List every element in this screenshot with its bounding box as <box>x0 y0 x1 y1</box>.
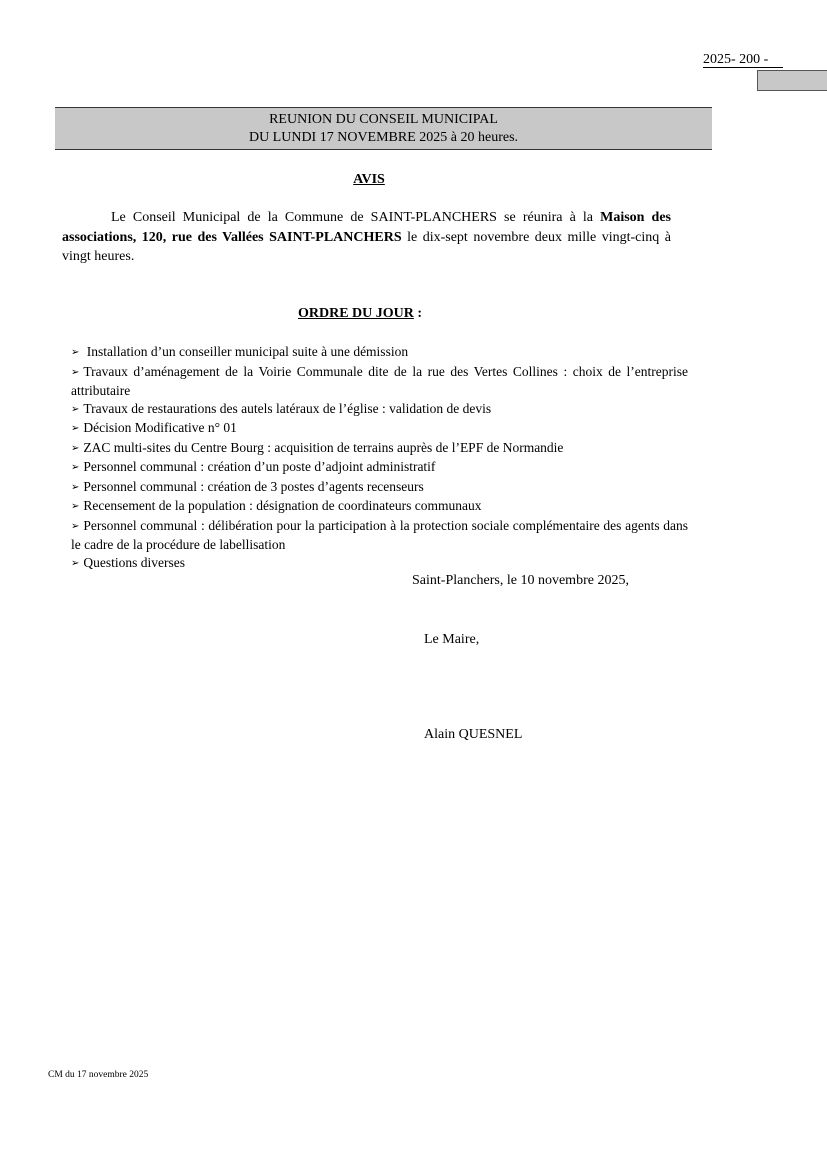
meeting-header-line1: REUNION DU CONSEIL MUNICIPAL <box>269 112 498 127</box>
arrow-bullet-icon: ➢ <box>71 366 80 378</box>
intro-paragraph <box>62 208 671 267</box>
arrow-bullet-icon: ➢ <box>71 462 80 473</box>
ordre-du-jour-colon: : <box>413 306 423 321</box>
agenda-list <box>71 343 688 573</box>
agenda-item-text: Travaux de restaurations des autels latéraux de l’église : validation de devis <box>83 400 492 416</box>
footer-note: CM du 17 novembre 2025 <box>48 1070 149 1080</box>
intro-text-part2: le dix-sept novembre deux mille vingt-cinq à vingt heures. <box>62 229 671 264</box>
agenda-item-text: ZAC multi-sites du Centre Bourg : acquisition de terrains auprès de l’EPF de Normandie <box>83 439 564 455</box>
ordre-du-jour-label: ORDRE DU JOUR <box>298 306 414 321</box>
meeting-header <box>55 107 712 150</box>
agenda-item-text: Personnel communal : création d’un poste d’adjoint administratif <box>83 459 436 474</box>
agenda-item <box>71 517 688 554</box>
page-number: 2025- 200 - <box>703 52 769 67</box>
signature-title: Le Maire, <box>424 632 480 647</box>
agenda-item-text: Personnel communal : délibération pour la participation à la protection sociale complémentaire des agents dans le cadre de la procédure de labellisation <box>71 517 688 552</box>
intro-location: Maison des associations, 120, rue des Vallées SAINT-PLANCHERS <box>62 210 671 245</box>
agenda-item-text: Personnel communal : création de 3 postes d’agents recenseurs <box>83 478 424 494</box>
agenda-item-text: Installation d’un conseiller municipal suite à une démission <box>83 344 409 359</box>
arrow-bullet-icon: ➢ <box>71 501 80 512</box>
agenda-item-text: Travaux d’aménagement de la Voirie Communale dite de la rue des Vertes Collines : choix de l’entreprise attributaire <box>71 363 688 398</box>
agenda-item <box>71 478 688 498</box>
agenda-item <box>71 439 688 459</box>
agenda-item <box>71 400 688 420</box>
intro-text-part1: Le Conseil Municipal de la Commune de SAINT-PLANCHERS se réunira à la <box>111 210 601 225</box>
ordre-du-jour-title <box>298 305 422 323</box>
arrow-bullet-icon: ➢ <box>71 557 80 569</box>
agenda-item <box>71 419 688 439</box>
arrow-bullet-icon: ➢ <box>71 520 80 532</box>
agenda-item <box>71 343 688 363</box>
agenda-item-text: Questions diverses <box>83 554 186 570</box>
agenda-item <box>71 554 688 574</box>
agenda-item-text: Décision Modificative n° 01 <box>83 420 237 435</box>
agenda-item <box>71 363 688 400</box>
signature-name: Alain QUESNEL <box>424 727 523 742</box>
agenda-item-text: Recensement de la population : désignation de coordinateurs communaux <box>83 498 482 513</box>
arrow-bullet-icon: ➢ <box>71 442 80 454</box>
agenda-item <box>71 458 688 478</box>
agenda-item <box>71 497 688 517</box>
arrow-bullet-icon: ➢ <box>71 481 80 493</box>
arrow-bullet-icon: ➢ <box>71 347 80 358</box>
corner-tab <box>757 70 827 91</box>
arrow-bullet-icon: ➢ <box>71 423 80 434</box>
page-number-rule <box>703 67 783 68</box>
meeting-header-line2: DU LUNDI 17 NOVEMBRE 2025 à 20 heures. <box>248 130 519 145</box>
signature-place-date: Saint-Planchers, le 10 novembre 2025, <box>412 573 629 588</box>
arrow-bullet-icon: ➢ <box>71 403 80 415</box>
avis-title: AVIS <box>353 172 385 187</box>
